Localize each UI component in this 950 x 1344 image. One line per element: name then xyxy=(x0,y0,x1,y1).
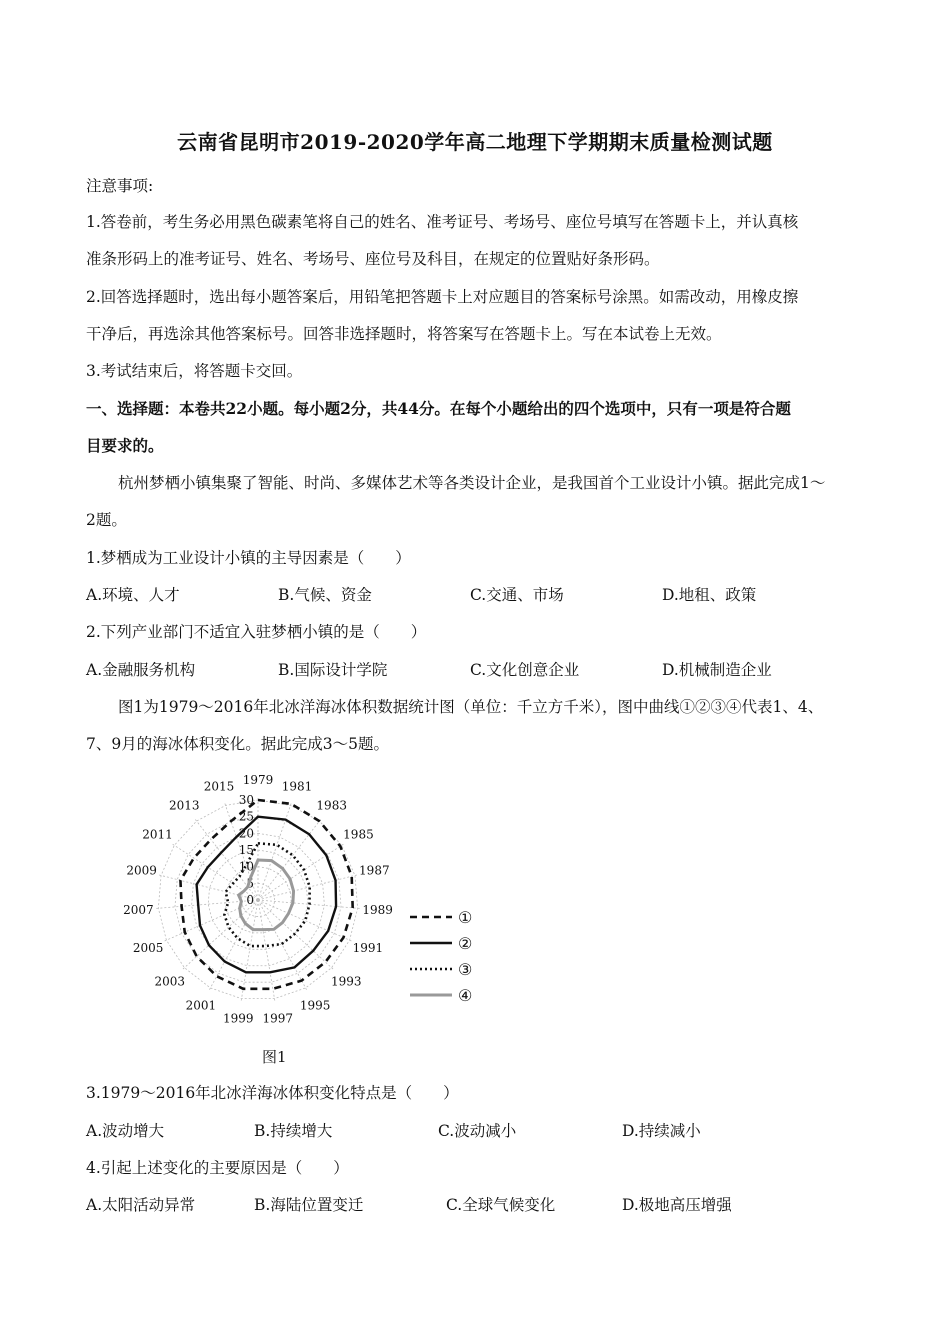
radial-tick-label: 10 xyxy=(238,859,254,874)
passage-line: 7、9月的海冰体积变化。据此完成3～5题。 xyxy=(86,735,389,753)
radial-tick-label: 15 xyxy=(238,843,254,857)
passage-line: 2题。 xyxy=(86,511,127,529)
year-tick-label: 1985 xyxy=(343,827,374,842)
option-b: B.海陆位置变迁 xyxy=(254,1196,364,1214)
page-title: 云南省昆明市2019-2020学年高二地理下学期期末质量检测试题 xyxy=(177,130,773,154)
option-d: D.持续减小 xyxy=(622,1122,701,1140)
year-tick-label: 1979 xyxy=(242,773,274,787)
notice-heading: 注意事项: xyxy=(86,177,154,195)
option-c: C.交通、市场 xyxy=(470,586,564,604)
year-tick-label: 1997 xyxy=(262,1011,294,1026)
legend-label: ① xyxy=(458,908,473,927)
year-tick-label: 2011 xyxy=(142,827,173,842)
year-tick-label: 2015 xyxy=(203,779,235,794)
year-tick-label: 1983 xyxy=(316,798,347,813)
legend-label: ④ xyxy=(458,986,473,1005)
year-tick-label: 1995 xyxy=(299,998,331,1013)
grid-spoke xyxy=(258,900,353,942)
year-tick-label: 1991 xyxy=(352,941,384,956)
option-a: A.太阳活动异常 xyxy=(86,1196,196,1214)
year-tick-label: 2001 xyxy=(185,998,217,1013)
figure-caption: 图1 xyxy=(262,1048,287,1066)
option-b: B.持续增大 xyxy=(254,1122,333,1140)
option-c: C.全球气候变化 xyxy=(446,1196,556,1214)
option-a: A.波动增大 xyxy=(86,1122,165,1140)
option-a: A.环境、人才 xyxy=(86,586,180,604)
notice-line: 1.答卷前，考生务必用黑色碳素笔将自己的姓名、准考证号、考场号、座位号填写在答题卡上，并认真核 xyxy=(86,213,799,231)
year-tick-label: 2013 xyxy=(169,798,200,813)
grid-spoke xyxy=(258,900,335,970)
option-b: B.气候、资金 xyxy=(278,586,372,604)
year-tick-label: 1989 xyxy=(362,902,393,917)
series-line-1 xyxy=(180,800,352,989)
grid-spoke xyxy=(209,900,258,991)
legend-label: ② xyxy=(458,934,473,953)
option-d: D.地租、政策 xyxy=(662,586,757,604)
option-c: C.波动减小 xyxy=(438,1122,517,1140)
radar-figure xyxy=(110,772,490,1032)
radial-tick-label: 30 xyxy=(238,793,254,807)
question-stem: 2.下列产业部门不适宜入驻梦栖小镇的是（ ） xyxy=(86,623,427,641)
option-b: B.国际设计学院 xyxy=(278,661,388,679)
section-heading: 一、选择题：本卷共22小题。每小题2分，共44分。在每个小题给出的四个选项中，只有一项是符合题 xyxy=(86,399,791,418)
year-tick-label: 2003 xyxy=(154,974,185,989)
year-tick-label: 2009 xyxy=(126,863,157,878)
option-d: D.极地高压增强 xyxy=(622,1196,732,1214)
option-a: A.金融服务机构 xyxy=(86,661,196,679)
year-tick-label: 1999 xyxy=(222,1011,254,1026)
year-tick-label: 1981 xyxy=(281,779,313,794)
notice-line: 干净后，再选涂其他答案标号。回答非选择题时，将答案写在答题卡上。写在本试卷上无效。 xyxy=(86,325,722,343)
question-stem: 1.梦栖成为工业设计小镇的主导因素是（ ） xyxy=(86,549,411,567)
notice-line: 准条形码上的准考证号、姓名、考场号、座位号及科目，在规定的位置贴好条形码。 xyxy=(86,250,660,268)
radar-chart xyxy=(110,772,490,1032)
year-tick-label: 1993 xyxy=(331,974,362,989)
question-stem: 4.引起上述变化的主要原因是（ ） xyxy=(86,1159,349,1177)
grid-spoke xyxy=(258,874,359,900)
radial-tick-label: 25 xyxy=(238,809,254,824)
radial-tick-label: 0 xyxy=(246,893,254,907)
passage-line: 杭州梦栖小镇集聚了智能、时尚、多媒体艺术等各类设计企业，是我国首个工业设计小镇。据此完成1～ xyxy=(118,474,826,492)
grid-spoke xyxy=(258,900,307,991)
passage-line: 图1为1979～2016年北冰洋海冰体积数据统计图（单位：千立方千米），图中曲线①②③④代表1、4、 xyxy=(118,698,824,716)
grid-spoke xyxy=(157,874,258,900)
option-c: C.文化创意企业 xyxy=(470,661,580,679)
year-tick-label: 2005 xyxy=(132,941,164,956)
section-heading-cont: 目要求的。 xyxy=(86,436,164,455)
notice-line: 2.回答选择题时，选出每小题答案后，用铅笔把答题卡上对应题目的答案标号涂黑。如需改动，用橡皮擦 xyxy=(86,288,799,306)
year-tick-label: 1987 xyxy=(359,863,390,878)
question-stem: 3.1979～2016年北冰洋海冰体积变化特点是（ ） xyxy=(86,1084,459,1102)
option-d: D.机械制造企业 xyxy=(662,661,772,679)
year-tick-label: 2007 xyxy=(123,902,154,917)
notice-line: 3.考试结束后，将答题卡交回。 xyxy=(86,362,303,380)
legend-label: ③ xyxy=(458,960,473,979)
radial-tick-label: 20 xyxy=(238,826,254,841)
radial-tick-label: 5 xyxy=(246,876,254,891)
